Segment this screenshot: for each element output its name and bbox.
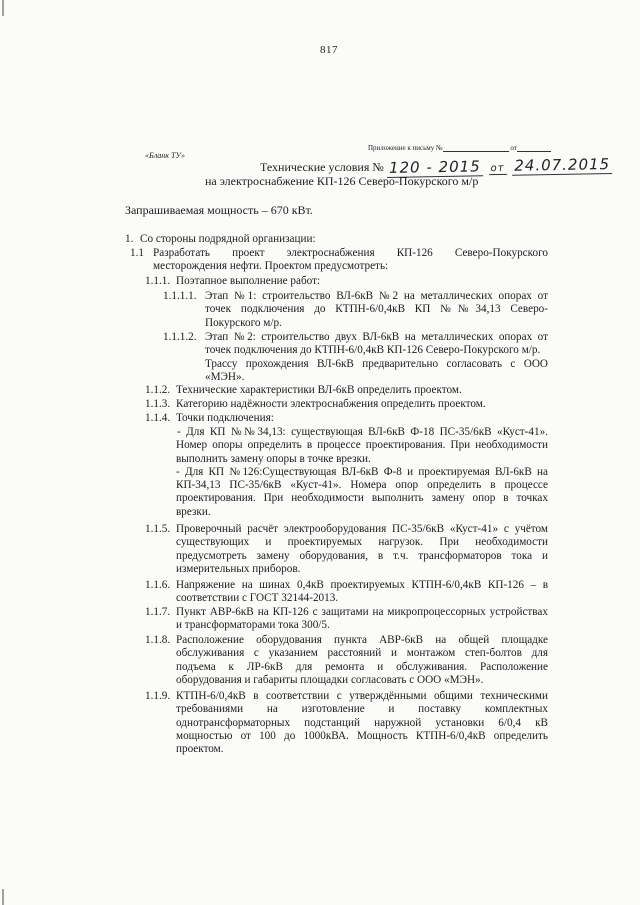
letter-number-blank <box>443 143 509 152</box>
item-line: однотрансформаторных подстанций наружной установки 6/0,4 кВ <box>176 716 548 729</box>
item-line: точек подключения до КТПН-6/0,4кВ КП №№34,13 Северо- <box>205 303 548 316</box>
item-line: Расположение оборудования пункта АВР-6кВ на общей площадке <box>176 634 548 646</box>
item-line: КТПН-6/0,4кВ в соответствии с утверждёнными общими техническими <box>176 690 548 702</box>
item-text <box>176 579 548 606</box>
item-text <box>176 606 548 633</box>
handwritten-number: 120 - 2015 <box>387 157 483 178</box>
item-line: Проверочный расчёт электрооборудования ПС-35/6кВ «Куст-41» с учётом <box>176 523 548 535</box>
item-number: 1.1.9. <box>145 690 171 702</box>
document-subtitle: на электроснабжение КП-126 Северо-Покурского м/р <box>205 174 479 188</box>
item-line: Напряжение на шинах 0,4кВ проектируемых КТПН-6/0,4кВ КП-126 – в <box>176 579 548 591</box>
item-line: Разработать проект электроснабжения КП-126 Северо-Покурского <box>153 247 548 259</box>
item-line: - Для КП №126:Существующая ВЛ-6кВ Ф-8 и проектируемая ВЛ-6кВ на <box>176 465 548 478</box>
item-number: 1.1.1. <box>145 275 171 287</box>
item-text <box>176 690 548 756</box>
requested-power: Запрашиваемая мощность – 670 кВт. <box>125 203 313 217</box>
item-line: месторождения нефти. Проектом предусмотреть: <box>153 260 389 273</box>
item-line: Категорию надёжности электроснабжения определить проектом. <box>176 398 486 410</box>
item-number: 1.1.8. <box>145 634 171 646</box>
item-text <box>205 331 548 384</box>
item-line: Этап №2: строительство двух ВЛ-6кВ на металлических опорах от <box>205 331 548 343</box>
item-line: - Для КП №№34,13: существующая ВЛ-6кВ Ф-18 ПС-35/6кВ «Куст-41». <box>177 426 548 438</box>
appendix-reference <box>368 143 551 152</box>
scan-edge-mark-bottom <box>2 889 4 905</box>
item-line: мощностью от 100 до 1000кВА. Мощность КТПН-6/0,4кВ определить <box>176 729 548 742</box>
item-line: существующих и проектируемых нагрузок. При необходимости <box>176 536 548 549</box>
item-number: 1.1.6. <box>145 579 171 591</box>
page-number: 817 <box>320 44 338 56</box>
section-title: Со стороны подрядной организации: <box>140 233 316 245</box>
item-number: 1.1 <box>130 247 144 259</box>
item-line: Точки подключения: <box>176 412 274 424</box>
handwritten-from: от <box>488 163 506 175</box>
item-line: Пункт АВР-6кВ на КП-126 с защитами на микропроцессорных устройствах <box>176 606 548 618</box>
item-line: проектом. <box>176 743 224 756</box>
item-number: 1.1.3. <box>145 398 171 410</box>
item-text <box>153 247 548 274</box>
item-line: выполнить замену опоры в точке врезки. <box>176 452 371 465</box>
item-line: Поэтапное выполнение работ: <box>176 275 321 287</box>
scan-edge-mark-top <box>2 0 4 16</box>
item-line: соответствии с ГОСТ 32144-2013. <box>176 592 339 605</box>
letter-date-blank <box>517 143 551 152</box>
handwritten-date: 24.07.2015 <box>512 155 612 176</box>
appendix-from: от <box>510 144 517 152</box>
item-line: проектирования. При необходимости выполнить замену опор в точках <box>176 492 548 505</box>
item-number: 1.1.1.2. <box>163 331 197 343</box>
item-line: Технические характеристики ВЛ-6кВ определить проектом. <box>176 384 462 396</box>
item-line: Трассу прохождения ВЛ-6кВ предварительно согласовать с ООО <box>205 357 548 370</box>
item-text <box>176 634 548 687</box>
item-line: оборудования и габариты площадки согласовать с ООО «МЭН». <box>176 673 484 686</box>
item-line: обслуживания с указанием расстояний и монтажом степ-болтов для <box>176 647 548 660</box>
item-number: 1.1.4. <box>145 412 171 424</box>
item-line: «МЭН». <box>205 370 245 383</box>
item-line: подъема к ЛР-6кВ для ремонта и обслуживания. Расположение <box>176 660 548 673</box>
item-line: требованиями на изготовление и поставку комплектных <box>176 703 548 716</box>
section-number: 1. <box>125 233 134 245</box>
appendix-label: Приложение к письму № <box>368 144 443 152</box>
item-number: 1.1.7. <box>145 606 171 618</box>
item-number: 1.1.1.1. <box>163 290 197 302</box>
item-number: 1.1.2. <box>145 384 171 396</box>
item-text <box>205 290 548 330</box>
item-line: и трансформаторами тока 300/5. <box>176 619 330 632</box>
item-line: Этап №1: строительство ВЛ-6кВ №2 на металлических опорах от <box>205 290 548 302</box>
item-line: измерительных приборов. <box>176 562 301 575</box>
item-line: точек подключения до КТПН-6/0,4кВ КП-126 Северо-Покурского м/р. <box>205 344 541 357</box>
item-line: КП-34,13 ПС-35/6кВ «Куст-41». Номера опор определить в процессе <box>176 479 548 492</box>
item-number: 1.1.5. <box>145 523 171 535</box>
title-prefix: Технические условия № <box>260 160 384 174</box>
item-line: Покурского м/р. <box>205 316 282 329</box>
form-label: «Бланк ТУ» <box>145 151 186 160</box>
connection-points-text <box>176 426 548 519</box>
item-line: врезки. <box>176 505 211 518</box>
item-text <box>176 523 548 576</box>
item-line: Номер опоры определить в процессе проектирования. При необходимости <box>176 439 548 452</box>
item-line: предусмотреть замену оборудования, в т.ч. трансформаторов тока и <box>176 549 548 562</box>
